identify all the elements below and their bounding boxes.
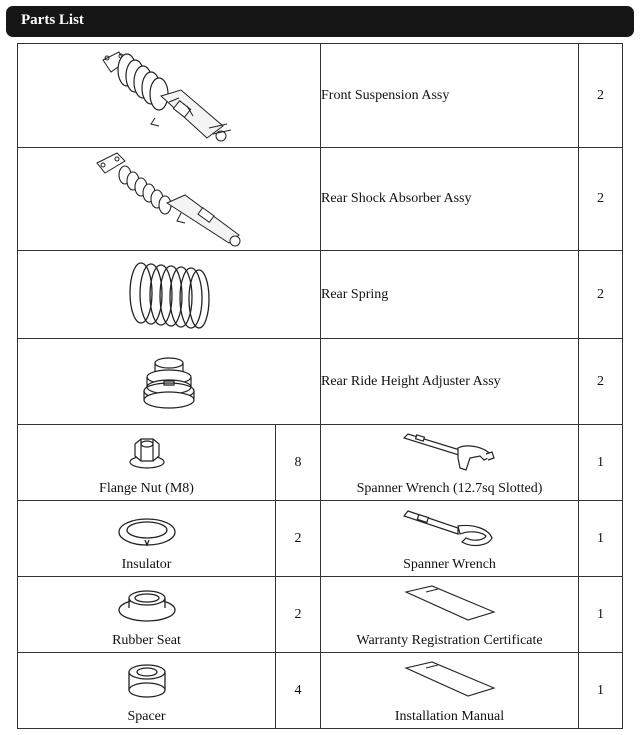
flange-nut-icon [127, 436, 167, 472]
adjuster-image [18, 339, 321, 425]
warranty-certificate-icon [402, 584, 498, 624]
part-qty: 1 [579, 501, 623, 577]
part-qty: 4 [276, 653, 321, 729]
flange-nut-cell [18, 425, 276, 501]
rear-shock-image [18, 148, 321, 251]
insulator-icon [115, 512, 179, 548]
part-name: Rear Spring [321, 251, 579, 339]
spacer-cell [18, 653, 276, 729]
rear-shock-icon [89, 151, 249, 247]
manual-cell [321, 653, 579, 729]
part-qty: 2 [579, 251, 623, 339]
spanner-wrench-slotted-icon [400, 430, 500, 474]
rubber-seat-icon [115, 586, 179, 624]
spring-icon [119, 255, 219, 335]
part-name: Spacer [127, 708, 166, 724]
rubber-seat-cell [18, 577, 276, 653]
spanner-wrench-icon [400, 506, 500, 550]
part-name: Rubber Seat [112, 632, 181, 648]
part-name: Installation Manual [394, 708, 505, 724]
table-row [18, 251, 623, 339]
part-qty: 1 [579, 577, 623, 653]
parts-list-header [6, 6, 634, 37]
spanner-slotted-cell [321, 425, 579, 501]
table-row [18, 44, 623, 148]
part-name: Spanner Wrench [403, 556, 496, 572]
part-name: Front Suspension Assy [321, 44, 579, 148]
part-qty: 1 [579, 425, 623, 501]
part-name: Insulator [121, 556, 172, 572]
table-row [18, 653, 623, 729]
spacer-icon [125, 660, 169, 700]
front-suspension-icon [89, 46, 249, 146]
table-row [18, 501, 623, 577]
part-qty: 2 [579, 44, 623, 148]
front-suspension-image [18, 44, 321, 148]
table-row [18, 148, 623, 251]
part-name: Flange Nut (M8) [99, 480, 194, 496]
insulator-cell [18, 501, 276, 577]
part-name: Rear Shock Absorber Assy [321, 148, 579, 251]
warranty-cell [321, 577, 579, 653]
part-qty: 2 [276, 577, 321, 653]
part-qty: 8 [276, 425, 321, 501]
part-name: Spanner Wrench (12.7sq Slotted) [356, 480, 543, 496]
part-qty: 2 [579, 148, 623, 251]
part-name: Warranty Registration Certificate [356, 632, 543, 648]
table-row [18, 425, 623, 501]
table-row [18, 339, 623, 425]
installation-manual-icon [402, 660, 498, 700]
spanner-cell [321, 501, 579, 577]
part-qty: 1 [579, 653, 623, 729]
part-qty: 2 [276, 501, 321, 577]
part-name: Rear Ride Height Adjuster Assy [321, 339, 579, 425]
parts-list-title: Parts List [21, 12, 84, 28]
parts-table [17, 43, 623, 729]
part-qty: 2 [579, 339, 623, 425]
rear-spring-image [18, 251, 321, 339]
table-row [18, 577, 623, 653]
adjuster-icon [134, 347, 204, 417]
